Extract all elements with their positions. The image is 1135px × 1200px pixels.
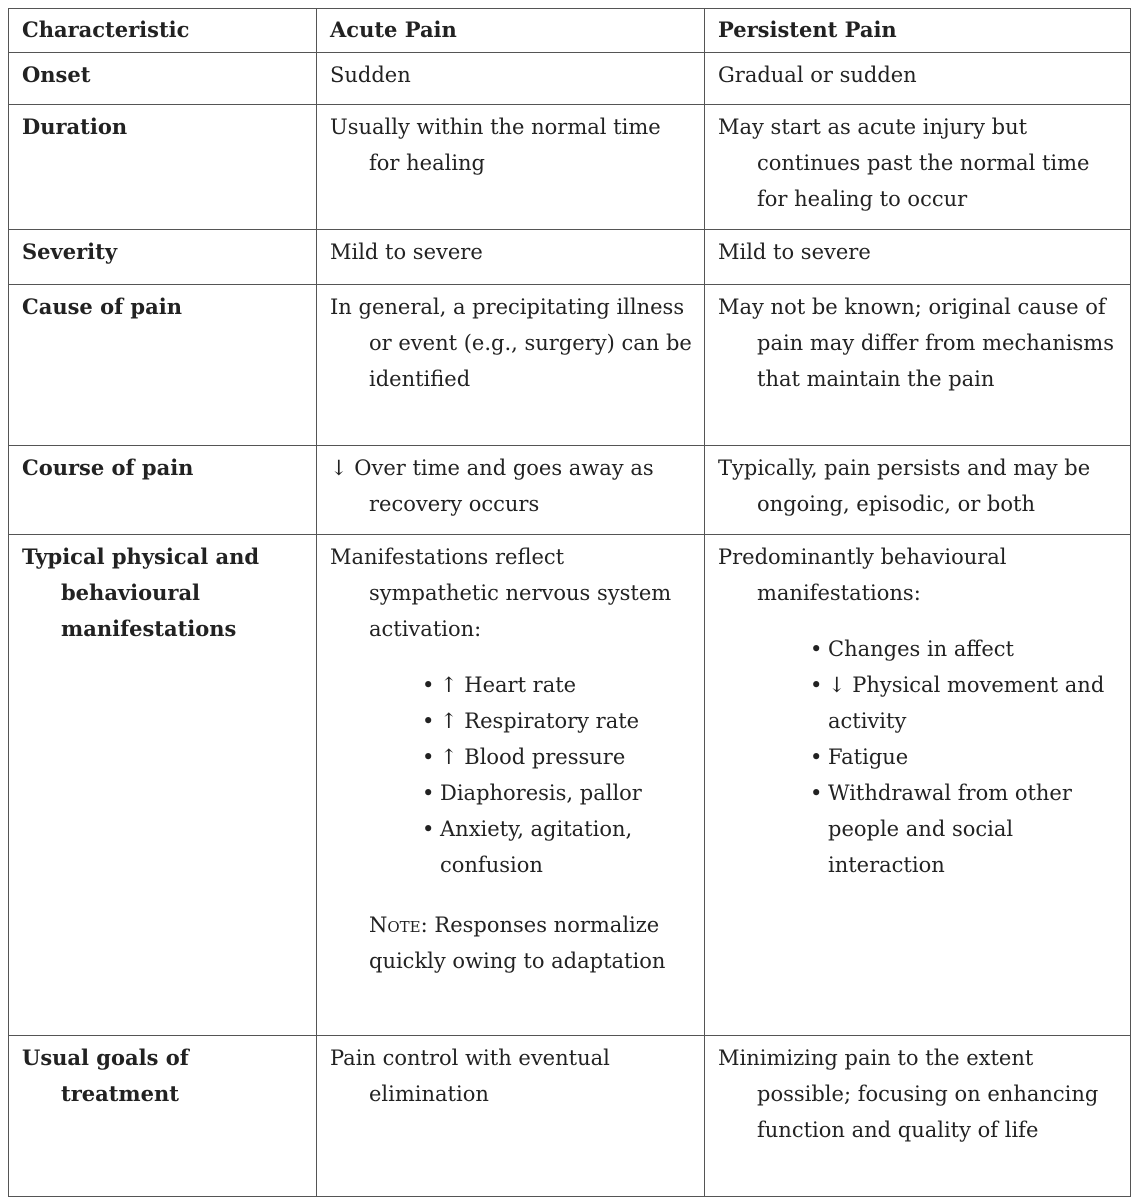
header-acute-pain: Acute Pain bbox=[317, 9, 705, 53]
row-label-course: Course of pain bbox=[22, 455, 194, 480]
persistent-severity: Mild to severe bbox=[718, 240, 871, 264]
acute-duration: Usually within the normal time for healing bbox=[330, 115, 661, 175]
list-item: • ↑ Heart rate bbox=[422, 667, 694, 703]
acute-onset: Sudden bbox=[330, 63, 411, 87]
table-row bbox=[9, 53, 1131, 105]
acute-course: ↓ Over time and goes away as recovery occurs bbox=[330, 456, 654, 516]
row-label-onset: Onset bbox=[22, 62, 91, 87]
list-item: • Withdrawal from other people and social interaction bbox=[810, 775, 1120, 883]
row-label-manifestations: Typical physical and behavioural manifestations bbox=[22, 544, 260, 641]
row-label-goals: Usual goals of treatment bbox=[22, 1045, 189, 1106]
list-item: • ↑ Respiratory rate bbox=[422, 703, 694, 739]
table-row bbox=[9, 1036, 1131, 1197]
acute-manifestations-list bbox=[422, 667, 694, 883]
header-persistent-pain: Persistent Pain bbox=[705, 9, 1131, 53]
persistent-course: Typically, pain persists and may be ongoing, episodic, or both bbox=[718, 456, 1091, 516]
pain-comparison-table bbox=[8, 8, 1131, 1197]
persistent-duration: May start as acute injury but continues past the normal time for healing to occur bbox=[718, 115, 1090, 211]
persistent-onset: Gradual or sudden bbox=[718, 63, 917, 87]
list-item: • Fatigue bbox=[810, 739, 1120, 775]
acute-manifestations-note bbox=[369, 907, 694, 979]
header-characteristic: Characteristic bbox=[9, 9, 317, 53]
list-item: • ↓ Physical movement and activity bbox=[810, 667, 1120, 739]
persistent-goals: Minimizing pain to the extent possible; focusing on enhancing function and quality of life bbox=[718, 1046, 1099, 1142]
list-item: • ↑ Blood pressure bbox=[422, 739, 694, 775]
table-row bbox=[9, 446, 1131, 535]
persistent-manifestations-intro: Predominantly behavioural manifestations: bbox=[718, 545, 1007, 605]
row-label-cause: Cause of pain bbox=[22, 294, 182, 319]
table-row bbox=[9, 230, 1131, 285]
list-item: • Changes in affect bbox=[810, 631, 1120, 667]
note-text: Responses normalize quickly owing to adaptation bbox=[369, 913, 666, 973]
table-row bbox=[9, 535, 1131, 1036]
table-row bbox=[9, 105, 1131, 230]
acute-goals: Pain control with eventual elimination bbox=[330, 1046, 610, 1106]
list-item: • Diaphoresis, pallor bbox=[422, 775, 694, 811]
row-label-severity: Severity bbox=[22, 239, 118, 264]
acute-manifestations-intro: Manifestations reflect sympathetic nervous system activation: bbox=[330, 545, 672, 641]
table-row bbox=[9, 285, 1131, 446]
list-item: • Anxiety, agitation, confusion bbox=[422, 811, 694, 883]
acute-severity: Mild to severe bbox=[330, 240, 483, 264]
acute-cause: In general, a precipitating illness or event (e.g., surgery) can be identified bbox=[330, 295, 692, 391]
persistent-manifestations-list bbox=[810, 631, 1120, 883]
note-label: Note: bbox=[369, 913, 428, 937]
persistent-cause: May not be known; original cause of pain may differ from mechanisms that maintain the pain bbox=[718, 295, 1114, 391]
row-label-duration: Duration bbox=[22, 114, 128, 139]
table-header-row bbox=[9, 9, 1131, 53]
